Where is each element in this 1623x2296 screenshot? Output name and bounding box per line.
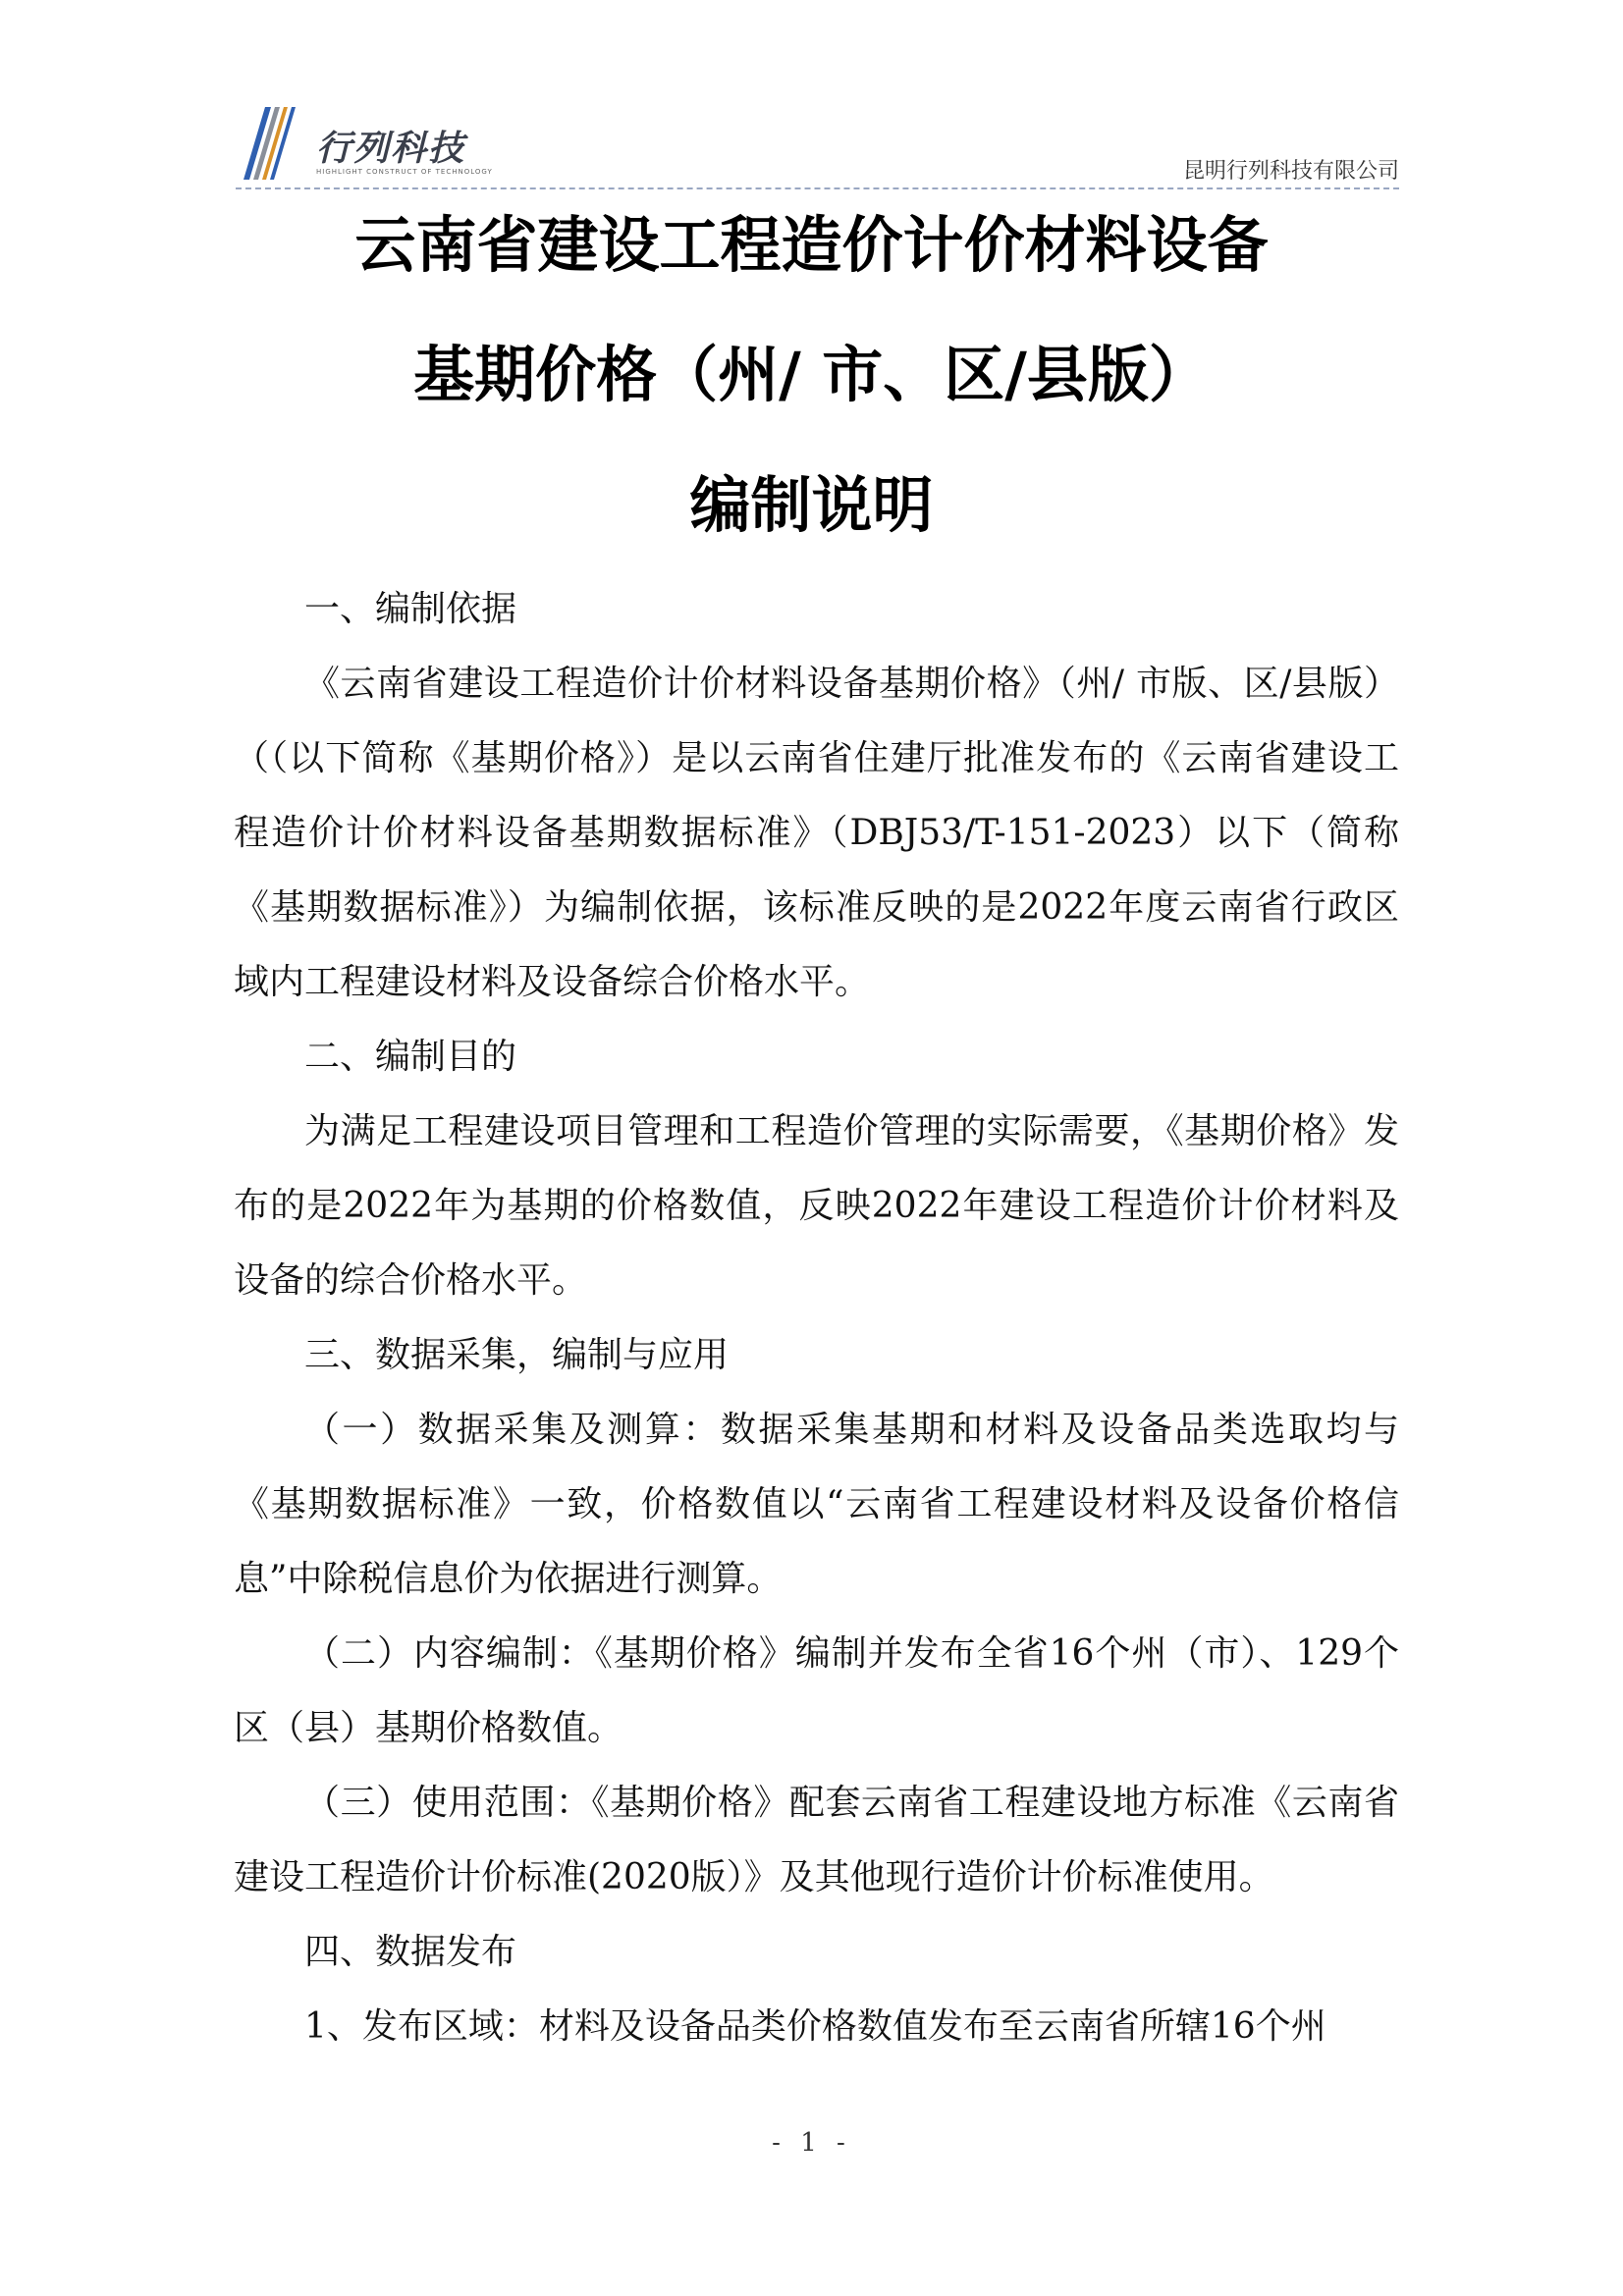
paragraph-collection-3: （三）使用范围：《基期价格》配套云南省工程建设地方标准《云南省建设工程造价计价标准(2020版）》及其他现行造价计价标准使用。 bbox=[234, 1783, 1399, 1897]
section-heading-basis: 一、编制依据 bbox=[304, 589, 517, 629]
section-heading-release: 四、数据发布 bbox=[304, 1932, 517, 1972]
header-divider bbox=[236, 187, 1399, 189]
paragraph-basis: 《云南省建设工程造价计价材料设备基期价格》（州/ 市版、区/县版）（（以下简称《基期价格》）是以云南省住建厅批准发布的《云南省建设工程造价计价材料设备基期数据标准》（DBJ53/T-151-2023）以下（简称《基期数据标准》）为编制依据，该标准反映的是2022年度云南省行政区域内工程建设材料及设备综合价格水平。 bbox=[234, 664, 1399, 1002]
section-heading-collection: 三、数据采集，编制与应用 bbox=[304, 1335, 730, 1375]
page-header bbox=[236, 103, 1399, 191]
paragraph-release-1: 1、发布区域：材料及设备品类价格数值发布至云南省所辖16个州 bbox=[304, 2006, 1326, 2047]
logo-stripes-icon bbox=[236, 103, 314, 184]
section-heading-purpose: 二、编制目的 bbox=[304, 1037, 517, 1077]
company-name: 昆明行列科技有限公司 bbox=[1182, 159, 1399, 184]
logo-text: 行列科技 bbox=[316, 129, 466, 169]
company-logo bbox=[236, 103, 530, 184]
paragraph-collection-1: （一）数据采集及测算：数据采集基期和材料及设备品类选取均与《基期数据标准》一致，价格数值以“云南省工程建设材料及设备价格信息”中除税信息价为依据进行测算。 bbox=[234, 1410, 1399, 1599]
page-number: - 1 - bbox=[772, 2128, 851, 2158]
title-line-3: 编制说明 bbox=[689, 469, 934, 541]
paragraph-collection-2: （二）内容编制：《基期价格》编制并发布全省16个州（市）、129个区（县）基期价格数值。 bbox=[234, 1633, 1399, 1748]
paragraph-purpose: 为满足工程建设项目管理和工程造价管理的实际需要，《基期价格》发布的是2022年为基期的价格数值，反映2022年建设工程造价计价材料及设备的综合价格水平。 bbox=[234, 1111, 1399, 1301]
title-line-1: 云南省建设工程造价计价材料设备 bbox=[354, 209, 1269, 281]
document-body bbox=[234, 572, 1399, 2064]
title-line-2: 基期价格（州/ 市、区/县版） bbox=[413, 339, 1210, 410]
logo-subtitle: HIGHLIGHT CONSTRUCT OF TECHNOLOGY bbox=[316, 168, 493, 176]
